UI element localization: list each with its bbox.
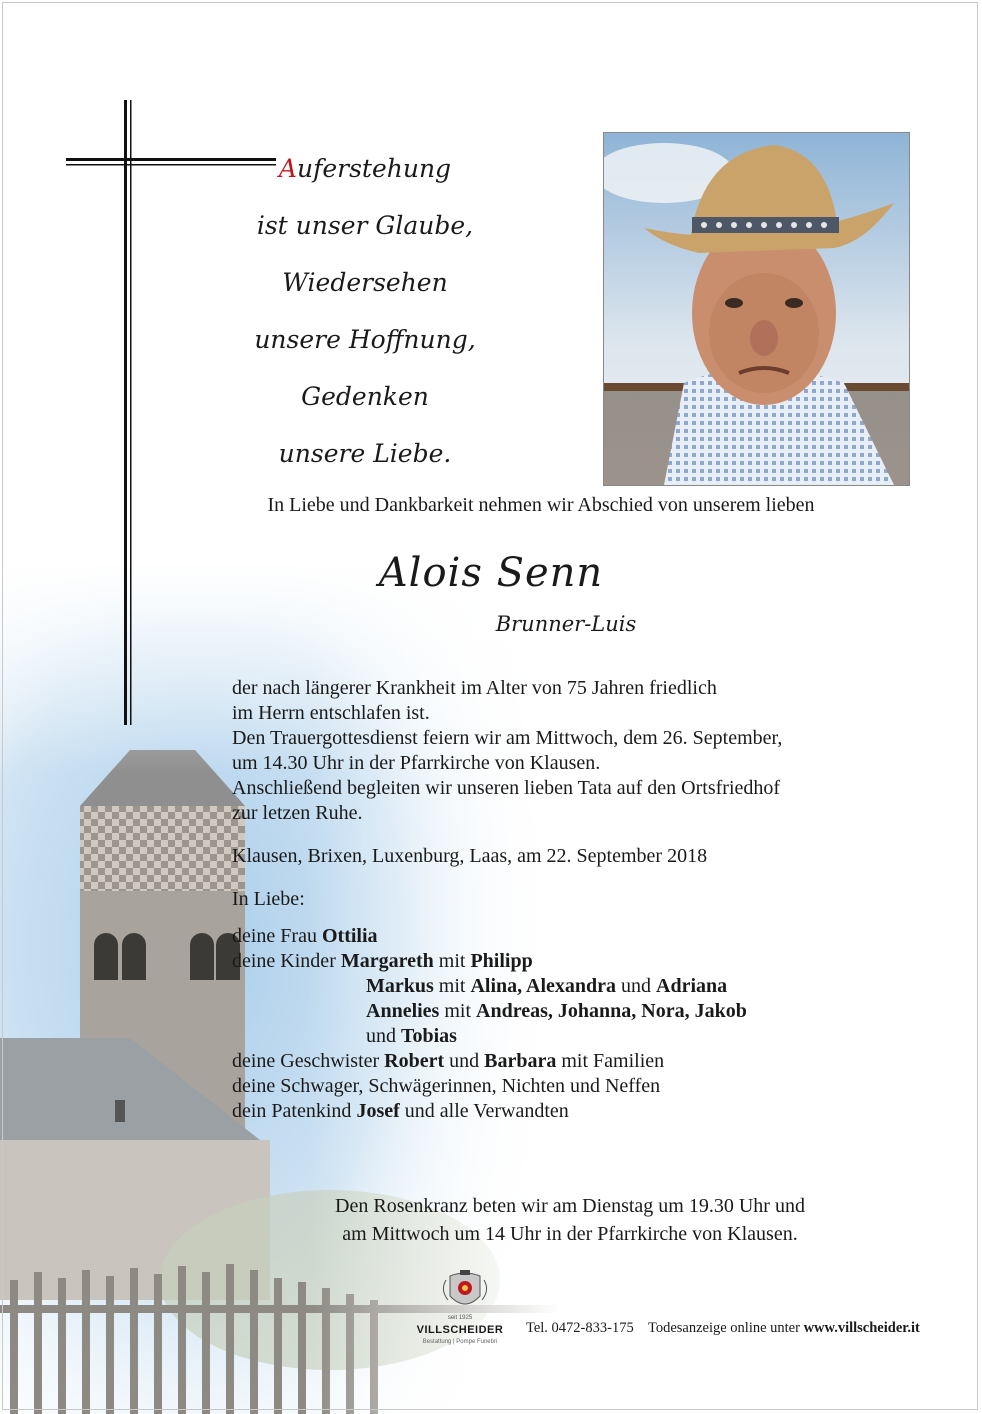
website-link[interactable]: www.villscheider.it xyxy=(803,1320,920,1336)
body-line: im Herrn entschlafen ist. xyxy=(232,702,430,724)
family-line xyxy=(232,1024,892,1049)
family-member-name: Tobias xyxy=(401,1025,457,1047)
deceased-name: Alois Senn xyxy=(378,550,604,596)
family-relation-text: mit Familien xyxy=(556,1050,665,1072)
family-relation-text: deine Geschwister xyxy=(232,1050,385,1072)
poem-initial: A xyxy=(278,154,297,183)
family-relation-text: mit xyxy=(433,950,471,972)
family-relation-text: und xyxy=(366,1025,401,1047)
rosary-line: am Mittwoch um 14 Uhr in der Pfarrkirche von Klausen. xyxy=(342,1223,798,1245)
family-relation-text: deine Frau xyxy=(232,925,322,947)
rosary-notice xyxy=(220,1192,920,1248)
family-line xyxy=(232,949,892,974)
poem-line: unsere Hoffnung, xyxy=(254,325,476,354)
family-relation-text: dein Patenkind xyxy=(232,1100,357,1122)
villscheider-logo xyxy=(405,1270,525,1360)
body-line: zur letzen Ruhe. xyxy=(232,802,363,824)
logo-since: seit 1925 xyxy=(447,1315,473,1321)
family-member-name: Barbara xyxy=(484,1050,557,1072)
family-line xyxy=(232,999,892,1024)
portrait-photo xyxy=(603,132,910,486)
place-date: Klausen, Brixen, Luxenburg, Laas, am 22. September 2018 xyxy=(232,845,708,867)
logo-subtitle: Bestattung | Pompe Funebri xyxy=(422,1339,498,1345)
coat-of-arms-icon xyxy=(410,1270,520,1314)
body-line: der nach längerer Krankheit im Alter von 75 Jahren friedlich xyxy=(232,677,717,699)
family-relation-text: deine Schwager, Schwägerinnen, Nichten und Neffen xyxy=(232,1075,661,1097)
family-relation-text: und alle Verwandten xyxy=(399,1100,569,1122)
family-relation-text: und xyxy=(616,975,657,997)
family-member-name: Josef xyxy=(356,1100,400,1122)
deceased-nickname: Brunner-Luis xyxy=(495,612,637,636)
family-member-name: Markus xyxy=(366,975,434,997)
family-line xyxy=(232,1049,892,1074)
obituary-body xyxy=(232,676,892,1124)
phone-number: Tel. 0472-833-175 xyxy=(526,1320,634,1336)
family-member-name: Alina, Alexandra xyxy=(470,975,617,997)
family-list xyxy=(232,924,892,1124)
rosary-line: Den Rosenkranz beten wir am Dienstag um 19.30 Uhr und xyxy=(335,1195,805,1217)
family-line xyxy=(232,1099,892,1124)
poem-line: ist unser Glaube, xyxy=(256,211,474,240)
in-liebe-heading: In Liebe: xyxy=(232,888,305,910)
family-member-name: Adriana xyxy=(656,975,728,997)
body-line: Anschließend begleiten wir unseren lieben Tata auf den Ortsfriedhof xyxy=(232,777,781,799)
footer xyxy=(405,1270,965,1380)
family-line xyxy=(232,974,892,999)
family-member-name: Robert xyxy=(384,1050,445,1072)
online-text: Todesanzeige online unter xyxy=(647,1320,800,1336)
body-line: Den Trauergottesdienst feiern wir am Mittwoch, dem 26. September, xyxy=(232,727,783,749)
family-relation-text: mit xyxy=(433,975,471,997)
poem-line: unsere Liebe. xyxy=(278,439,452,468)
family-member-name: Margareth xyxy=(340,950,434,972)
poem-line: Gedenken xyxy=(301,382,429,411)
contact-line xyxy=(526,1320,920,1337)
family-member-name: Philipp xyxy=(470,950,533,972)
family-member-name: Ottilia xyxy=(321,925,378,947)
logo-brand: VILLSCHEIDER xyxy=(416,1324,504,1336)
family-member-name: Annelies xyxy=(366,1000,440,1022)
poem-first-line-rest: uferstehung xyxy=(296,154,452,183)
memorial-poem xyxy=(240,146,490,488)
family-line xyxy=(232,1074,892,1099)
family-relation-text: mit xyxy=(439,1000,477,1022)
poem-line xyxy=(240,146,490,203)
family-line xyxy=(232,924,892,949)
body-line: um 14.30 Uhr in der Pfarrkirche von Klausen. xyxy=(232,752,601,774)
family-relation-text: deine Kinder xyxy=(232,950,341,972)
family-relation-text: und xyxy=(444,1050,485,1072)
intro-text: In Liebe und Dankbarkeit nehmen wir Abschied von unserem lieben xyxy=(267,494,815,516)
poem-line: Wiedersehen xyxy=(282,268,448,297)
family-member-name: Andreas, Johanna, Nora, Jakob xyxy=(476,1000,747,1022)
portrait-image xyxy=(604,133,909,485)
